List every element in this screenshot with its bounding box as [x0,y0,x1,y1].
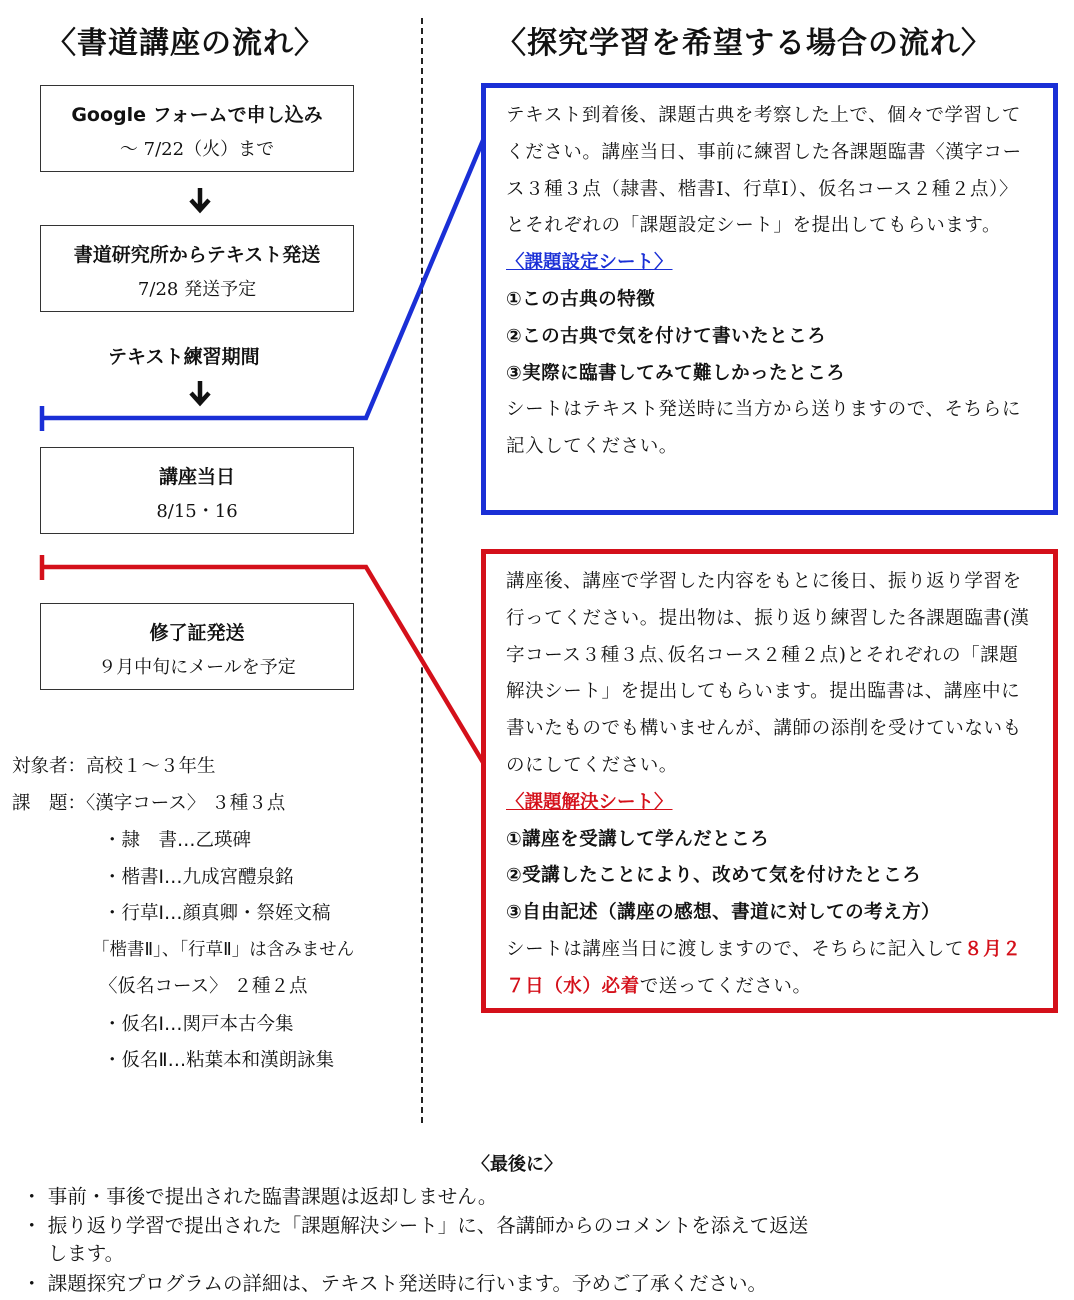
footer-bullet: ・ 課題探究プログラムの詳細は、テキスト発送時に行います。予めご了承ください。 [22,1272,768,1295]
task-label: 課 題：〈漢字コース〉 ３種３点 [12,793,286,814]
footer-bullet-cont: します。 [22,1242,125,1265]
flow-step-application [40,85,354,172]
task-item: ・隷 書…乙瑛碑 [103,830,252,851]
blue-box-sheet-title: 〈課題設定シート〉 [506,252,673,274]
red-box-note [506,932,1035,1006]
footer-title: 〈最後に〉 [472,1154,562,1175]
blue-box-note: シートはテキスト発送時に当方から送りますので、そちらに記入してください。 [506,399,1021,458]
red-box-point: ③自由記述（講座の感想、書道に対しての考え方） [506,902,941,924]
task-item: ・仮名Ⅱ…粘葉本和漢朗詠集 [103,1050,335,1071]
flow-step-sub: ～ 7/22（火）まで [119,139,275,160]
blue-box-text: テキスト到着後、課題古典を考察した上で、個々で学習してください。講座当日、事前に練習した各課題臨書〈漢字コース３種３点（隷書、楷書Ⅰ、行草Ⅰ）、仮名コース２種２点）〉とそれぞれの「課題設定シート」を提出してもらいます。 [506,105,1022,237]
practice-period-label: テキスト練習期間 [108,346,260,368]
flow-step-certificate [40,603,354,690]
arrow-down-icon [185,378,215,408]
right-heading: 〈探究学習を希望する場合の流れ〉 [496,26,992,61]
red-box-point: ②受講したことにより、改めて気を付けたところ [506,865,922,887]
kana-course-label: 〈仮名コース〉 ２種２点 [99,976,308,997]
target-audience: 対象者：高校１～３年生 [12,756,216,777]
flow-step-text-shipping [40,225,354,312]
footer-bullet: ・ 振り返り学習で提出された「課題解決シート」に、各講師からのコメントを添えて返送 [22,1214,809,1237]
flow-step-sub: ９月中旬にメールを予定 [98,657,296,678]
arrow-down-icon [185,185,215,215]
red-box-point: ①講座を受講して学んだところ [506,828,770,850]
blue-inquiry-box [481,83,1058,515]
flow-step-course-day [40,447,354,534]
task-note: 「楷書Ⅱ」、「行草Ⅱ」は含みません [92,940,355,960]
task-item: ・楷書Ⅰ…九成宮醴泉銘 [103,867,294,888]
flow-step-title: Google フォームで申し込み [71,104,323,126]
left-heading: 〈書道講座の流れ〉 [46,26,325,61]
flow-step-title: 修了証発送 [149,622,245,644]
blue-box-point: ②この古典で気を付けて書いたところ [506,325,827,347]
flow-step-title: 講座当日 [158,466,235,488]
red-box-note-before: シートは講座当日に渡しますので、そちらに記入して [506,938,965,960]
flow-step-title: 書道研究所からテキスト発送 [73,244,321,266]
flow-step-sub: 8/15・16 [156,501,238,522]
red-box-text: 講座後、講座で学習した内容をもとに後日、振り返り学習を行ってください。提出物は、振り返り練習した各課題臨書(漢字コース３種３点､仮名コース２種２点)とそれぞれの「課題解決シート」を提出してもらいます。提出臨書は、講座中に書いたものでも構いませんが、講師の添削を受けていないものにしてください。 [506,571,1030,776]
task-item: ・行草Ⅰ…顔真卿・祭姪文稿 [103,903,331,924]
footer-bullet: ・ 事前・事後で提出された臨書課題は返却しません。 [22,1185,498,1208]
blue-box-point: ③実際に臨書してみて難しかったところ [506,362,846,384]
blue-box-point: ①この古典の特徴 [506,288,656,310]
deadline-text: ８月２７日（水）必着 [506,938,1022,997]
flow-step-sub: 7/28 発送予定 [137,279,257,300]
red-box-sheet-title: 〈課題解決シート〉 [506,791,673,813]
red-inquiry-box [481,549,1058,1013]
red-box-note-after: で送ってください。 [639,975,812,997]
task-item: ・仮名Ⅰ…関戸本古今集 [103,1014,294,1035]
